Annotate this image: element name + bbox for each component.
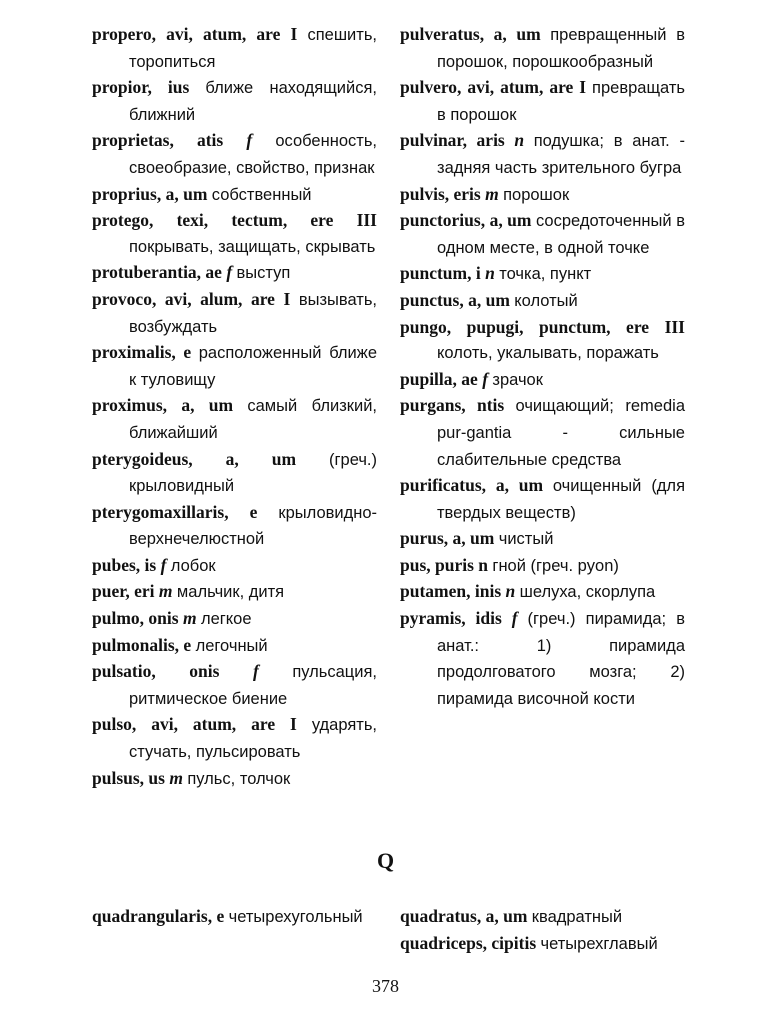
entry-headword: quadriceps, cipitis xyxy=(400,932,537,953)
entry-definition: легкое xyxy=(200,610,252,629)
entry-definition: превращать в порошок xyxy=(437,79,685,124)
entry-headword: quadratus, a, um xyxy=(400,906,528,926)
dictionary-entry xyxy=(92,606,377,633)
entry-headword: quadrangularis, e xyxy=(92,906,225,926)
entry-definition: пульсация, ритмическое биение xyxy=(129,663,377,708)
dictionary-entry xyxy=(400,367,685,394)
entry-headword: puer, eri xyxy=(92,581,155,602)
entry-gender-marker: n xyxy=(485,263,495,284)
entry-headword: protuberantia, ae xyxy=(92,262,222,283)
entry-definition: пульс, толчок xyxy=(187,769,291,788)
entry-gender-marker: f xyxy=(511,608,518,629)
entry-headword: pupilla, ae xyxy=(400,368,478,389)
dictionary-entry xyxy=(400,579,685,606)
entry-headword: pubes, is xyxy=(92,554,157,575)
entry-definition: вызывать, возбуждать xyxy=(129,290,378,336)
dictionary-entry xyxy=(92,659,377,712)
entry-definition: ударять, стучать, пульсировать xyxy=(129,716,378,762)
dictionary-entry xyxy=(92,393,377,446)
entry-headword: protego, texi, tectum, ere III xyxy=(92,210,377,231)
entry-headword: pulso, avi, atum, are I xyxy=(92,714,297,735)
entry-definition: выступ xyxy=(236,264,291,283)
entries-column-right xyxy=(400,22,685,712)
entry-gender-marker: n xyxy=(505,581,516,602)
entry-headword: pulvero, avi, atum, are I xyxy=(400,77,587,98)
dictionary-entry xyxy=(92,260,377,287)
dictionary-entry xyxy=(92,904,377,931)
entry-headword: provoco, avi, alum, are I xyxy=(92,288,291,309)
entry-definition: самый близкий, ближайший xyxy=(129,397,377,442)
entry-gender-marker: m xyxy=(169,767,183,788)
dictionary-entry xyxy=(400,931,685,958)
entry-headword: proprius, a, um xyxy=(92,183,208,204)
entry-headword: pyramis, idis xyxy=(400,608,502,629)
entry-definition: спешить, торопиться xyxy=(129,26,378,71)
entry-headword: pulvis, eris xyxy=(400,183,481,204)
entry-definition: колоть, укалывать, поражать xyxy=(437,344,659,363)
entry-gender-marker: f xyxy=(252,661,259,682)
entry-headword: purus, a, um xyxy=(400,528,495,549)
dictionary-entry xyxy=(400,128,685,181)
entry-headword: punctus, a, um xyxy=(400,289,510,310)
entry-headword: propero, avi, atum, are I xyxy=(92,24,298,44)
entry-headword: punctum, i xyxy=(400,263,481,284)
dictionary-entry xyxy=(92,340,377,393)
dictionary-entry xyxy=(92,22,377,75)
entry-definition: крыловидно-верхнечелюстной xyxy=(129,503,378,549)
dictionary-entry xyxy=(400,473,685,526)
dictionary-entry xyxy=(92,447,377,500)
entry-headword: pulsatio, onis xyxy=(92,661,220,682)
entries-column-left xyxy=(92,22,377,792)
dictionary-entry xyxy=(400,288,685,315)
entry-gender-marker: m xyxy=(158,581,173,602)
dictionary-entry xyxy=(92,579,377,606)
entry-headword: pulvinar, aris xyxy=(400,130,505,151)
page-number: 378 xyxy=(372,976,399,996)
entry-definition: расположенный ближе к туловищу xyxy=(129,344,377,389)
entry-definition: очищающий; remedia pur-gantia - сильные слабительные средства xyxy=(437,397,685,469)
entry-headword: pterygoideus, a, um xyxy=(92,448,297,469)
dictionary-entry xyxy=(92,182,377,209)
dictionary-entry xyxy=(92,208,377,260)
dictionary-entry xyxy=(400,526,685,553)
dictionary-entry xyxy=(92,712,377,765)
entry-definition: колотый xyxy=(514,291,578,310)
entry-definition: (греч.) пирамида; в анат.: 1) пирамида продолговатого мозга; 2) пирамида височной кости xyxy=(437,610,686,708)
dictionary-entry xyxy=(92,287,377,340)
dictionary-entry xyxy=(400,904,685,931)
entry-definition: подушка; в анат. - задняя часть зрительного бугра xyxy=(437,132,686,177)
entry-headword: pulsus, us xyxy=(92,767,165,788)
entry-definition: чистый xyxy=(498,530,554,549)
entry-gender-marker: f xyxy=(246,130,253,151)
q-entries-column-right xyxy=(400,904,685,957)
entry-definition: шелуха, скорлупа xyxy=(519,583,656,602)
entry-gender-marker: n xyxy=(514,130,525,151)
entry-headword: putamen, inis xyxy=(400,581,502,602)
dictionary-entry xyxy=(92,553,377,580)
entry-definition: четырехглавый xyxy=(540,934,658,953)
entry-definition: гной (греч. pyon) xyxy=(492,556,619,575)
entry-definition: квадратный xyxy=(531,908,623,926)
entry-definition: точка, пункт xyxy=(499,265,592,284)
entry-definition: лобок xyxy=(170,556,216,575)
entry-definition: легочный xyxy=(195,636,268,655)
entry-gender-marker: m xyxy=(485,183,499,204)
dictionary-entry xyxy=(92,500,377,553)
dictionary-entry xyxy=(400,606,685,712)
entry-headword: pus, puris n xyxy=(400,554,489,575)
dictionary-entry xyxy=(400,75,685,128)
entry-gender-marker: f xyxy=(160,554,167,575)
entry-headword: pulmonalis, e xyxy=(92,634,192,655)
dictionary-entry xyxy=(400,22,685,75)
dictionary-entry xyxy=(400,315,685,367)
q-entries-column-left xyxy=(92,904,377,931)
entry-headword: proximalis, e xyxy=(92,342,192,363)
entry-gender-marker: f xyxy=(226,262,233,283)
entry-headword: pulveratus, a, um xyxy=(400,24,541,44)
dictionary-entry xyxy=(400,182,685,209)
dictionary-entry xyxy=(92,766,377,793)
entry-definition: четырехугольный xyxy=(228,908,363,926)
entry-headword: proximus, a, um xyxy=(92,395,234,416)
section-letter-heading: Q xyxy=(376,848,395,873)
entry-definition: покрывать, защищать, скрывать xyxy=(129,237,376,256)
dictionary-entry xyxy=(400,393,685,473)
entry-definition: (греч.) крыловидный xyxy=(129,450,378,496)
entry-definition: порошок xyxy=(503,185,570,204)
entry-definition: превращенный в порошок, порошкообразный xyxy=(437,26,686,71)
entry-definition: ближе находящийся, ближний xyxy=(129,79,377,124)
dictionary-entry xyxy=(400,553,685,580)
entry-definition: особенность, своеобразие, свойство, признак xyxy=(129,132,377,177)
entry-headword: pulmo, onis xyxy=(92,608,179,629)
dictionary-entry xyxy=(92,75,377,128)
entry-gender-marker: m xyxy=(182,608,197,629)
entry-definition: очищенный (для твердых веществ) xyxy=(437,477,685,522)
entry-definition: собственный xyxy=(211,185,312,204)
entry-headword: propior, ius xyxy=(92,77,190,98)
entry-headword: purgans, ntis xyxy=(400,395,505,416)
entry-definition: сосредоточенный в одном месте, в одной точке xyxy=(437,212,685,257)
entry-headword: purificatus, a, um xyxy=(400,475,544,496)
entry-headword: pterygomaxillaris, e xyxy=(92,501,258,522)
dictionary-entry xyxy=(92,633,377,660)
dictionary-entry xyxy=(400,261,685,288)
dictionary-entry xyxy=(400,208,685,261)
entry-definition: зрачок xyxy=(492,370,543,389)
entry-headword: punctorius, a, um xyxy=(400,210,532,231)
entry-headword: pungo, pupugi, punctum, ere III xyxy=(400,316,685,337)
entry-definition: мальчик, дитя xyxy=(176,583,285,602)
entry-headword: proprietas, atis xyxy=(92,130,224,151)
dictionary-entry xyxy=(92,128,377,181)
entry-gender-marker: f xyxy=(482,368,489,389)
